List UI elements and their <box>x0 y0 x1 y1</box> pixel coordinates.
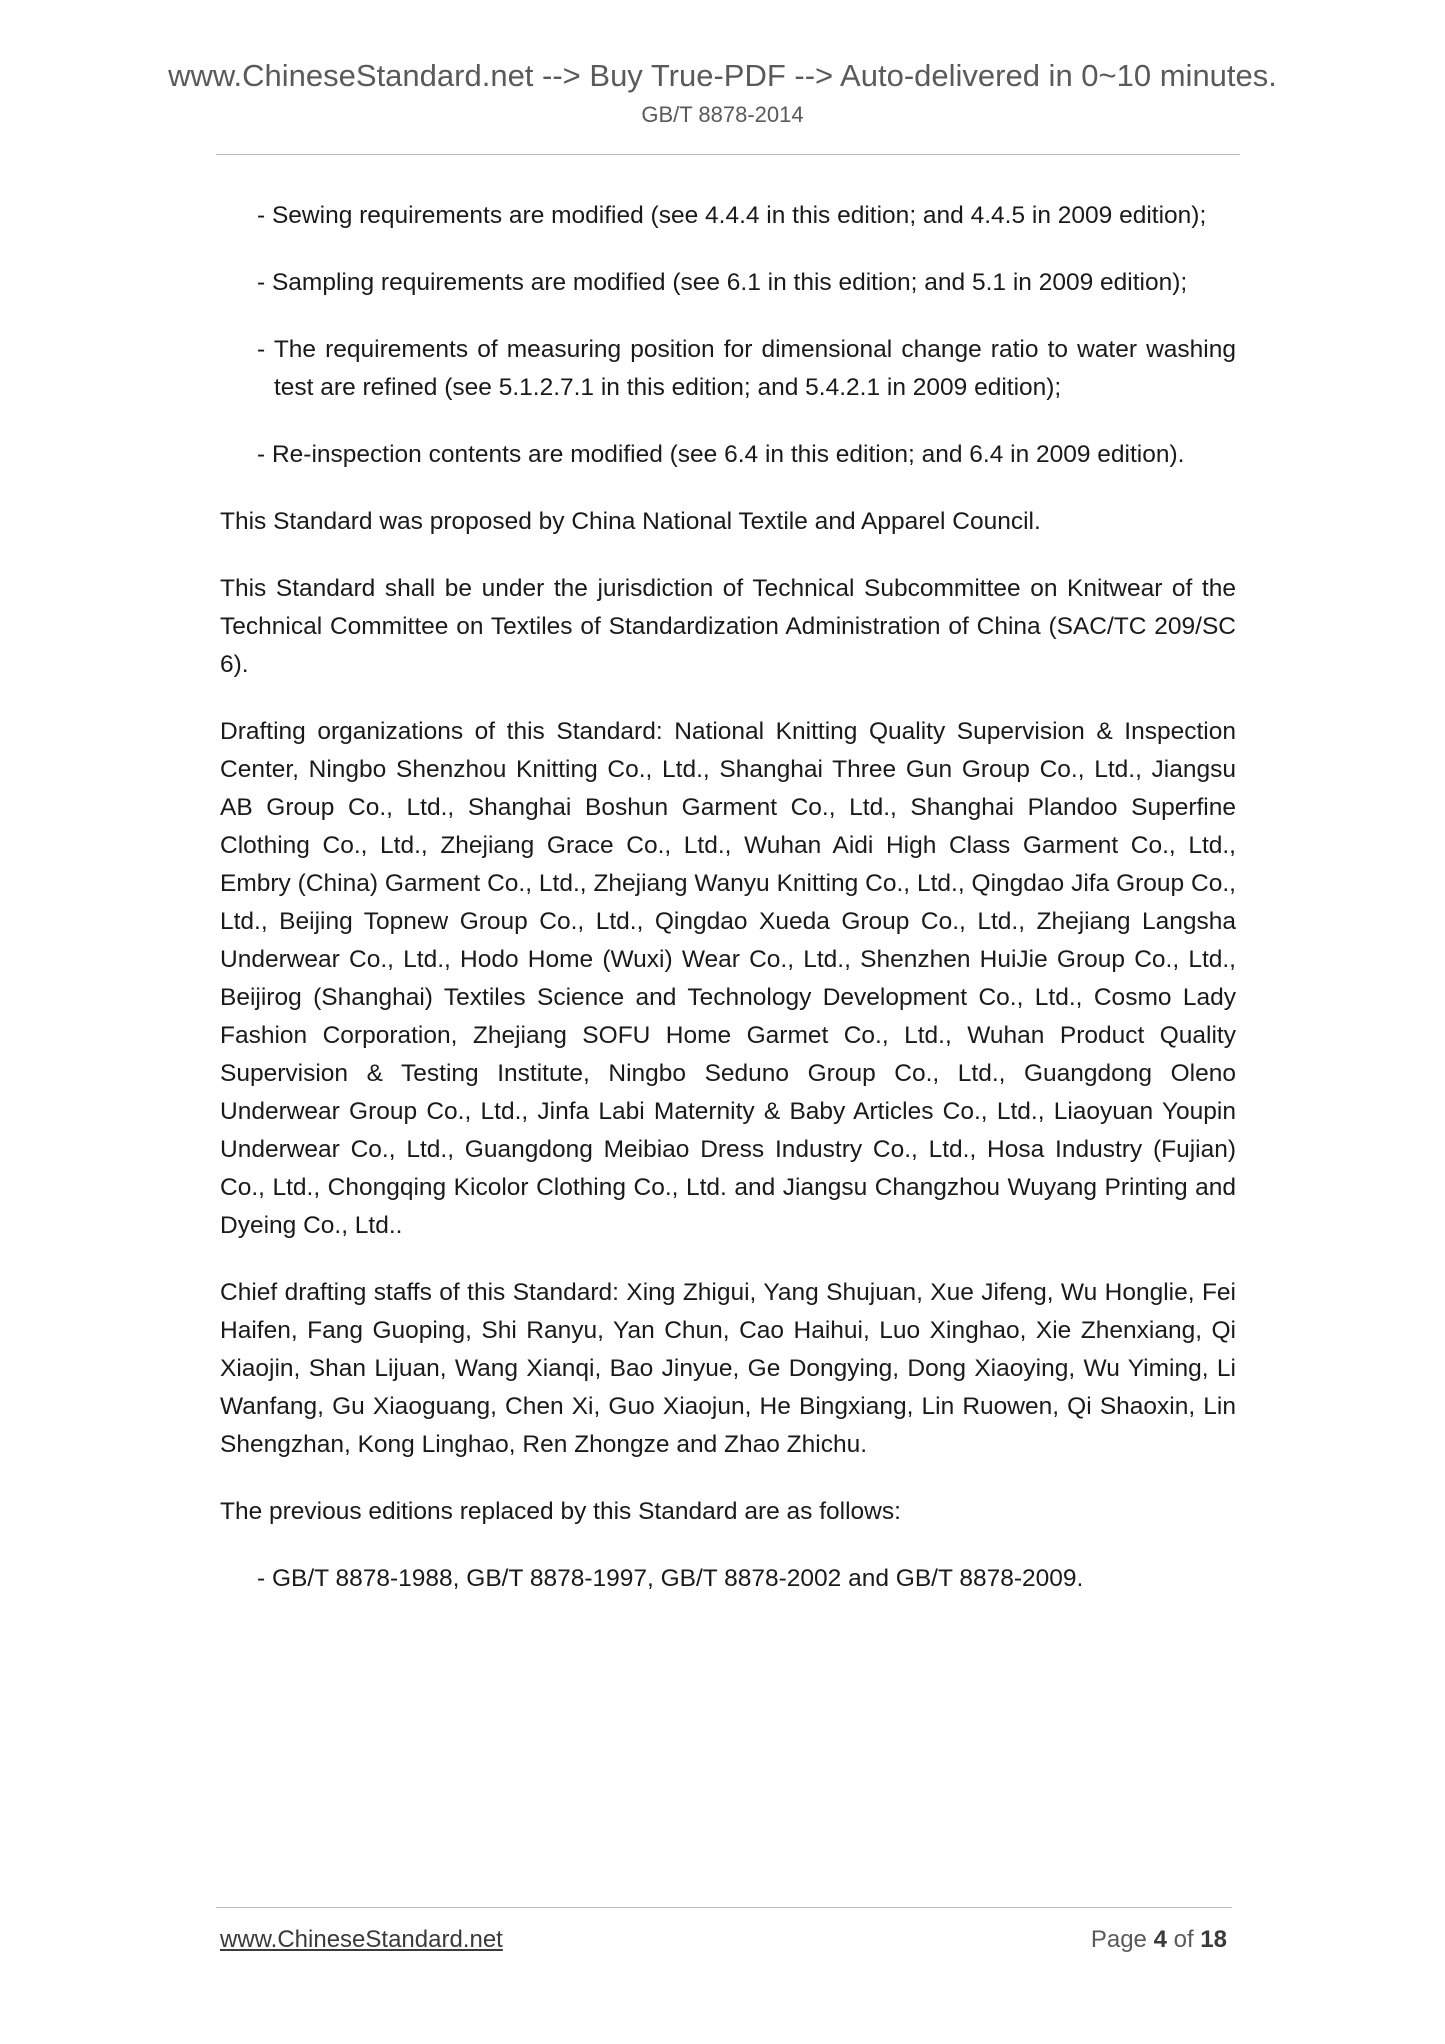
change-item: - The requirements of measuring position for dimensional change ratio to water washing test are refined (see 5.1.2.7.1 in this edition; and 5.4.2.1 in 2009 edition); <box>257 336 1236 401</box>
document-body <box>220 197 1236 1627</box>
proposed-paragraph: This Standard was proposed by China National Textile and Apparel Council. <box>220 508 1041 535</box>
previous-editions-intro: The previous editions replaced by this Standard are as follows: <box>220 1498 901 1525</box>
page-number <box>1091 1926 1227 1954</box>
previous-editions-list: - GB/T 8878-1988, GB/T 8878-1997, GB/T 8878-2002 and GB/T 8878-2009. <box>257 1565 1084 1592</box>
header-banner: www.ChineseStandard.net --> Buy True-PDF --> Auto-delivered in 0~10 minutes. <box>168 58 1277 93</box>
page-of: of <box>1173 1926 1194 1953</box>
page-current: 4 <box>1153 1926 1167 1953</box>
page-total: 18 <box>1200 1926 1227 1953</box>
change-item: - Sampling requirements are modified (see 6.1 in this edition; and 5.1 in 2009 edition); <box>257 269 1188 296</box>
page-header <box>0 56 1445 130</box>
header-divider <box>216 154 1240 155</box>
drafting-organizations-paragraph: Drafting organizations of this Standard: National Knitting Quality Supervision & Inspection Center, Ningbo Shenzhou Knitting Co., Ltd., Shanghai Three Gun Group Co., Ltd., Jiangsu AB Group Co., Ltd., Shanghai Boshun Garment Co., Ltd., Shanghai Plandoo Superfine Clothing Co., Ltd., Zhejiang Grace Co., Ltd., Wuhan Aidi High Class Garment Co., Ltd., Embry (China) Garment Co., Ltd., Zhejiang Wanyu Knitting Co., Ltd., Qingdao Jifa Group Co., Ltd., Beijing Topnew Group Co., Ltd., Qingdao Xueda Group Co., Ltd., Zhejiang Langsha Underwear Co., Ltd., Hodo Home (Wuxi) Wear Co., Ltd., Shenzhen HuiJie Group Co., Ltd., Beijirog (Shanghai) Textiles Science and Technology Development Co., Ltd., Cosmo Lady Fashion Corporation, Zhejiang SOFU Home Garmet Co., Ltd., Wuhan Product Quality Supervision & Testing Institute, Ningbo Seduno Group Co., Ltd., Guangdong Oleno Underwear Group Co., Ltd., Jinfa Labi Maternity & Baby Articles Co., Ltd., Liaoyuan Youpin Underwear Co., Ltd., Guangdong Meibiao Dress Industry Co., Ltd., Hosa Industry (Fujian) Co., Ltd., Chongqing Kicolor Clothing Co., Ltd. and Jiangsu Changzhou Wuyang Printing and Dyeing Co., Ltd.. <box>220 718 1236 1239</box>
footer-divider <box>216 1907 1232 1908</box>
document-code: GB/T 8878-2014 <box>641 102 804 127</box>
change-item: - Sewing requirements are modified (see 4.4.4 in this edition; and 4.4.5 in 2009 edition); <box>257 202 1207 229</box>
page-prefix: Page <box>1090 1926 1147 1953</box>
drafting-staff-paragraph: Chief drafting staffs of this Standard: Xing Zhigui, Yang Shujuan, Xue Jifeng, Wu Honglie, Fei Haifen, Fang Guoping, Shi Ranyu, Yan Chun, Cao Haihui, Luo Xinghao, Xie Zhenxiang, Qi Xiaojin, Shan Lijuan, Wang Xianqi, Bao Jinyue, Ge Dongying, Dong Xiaoying, Wu Yiming, Li Wanfang, Gu Xiaoguang, Chen Xi, Guo Xiaojun, He Bingxiang, Lin Ruowen, Qi Shaoxin, Lin Shengzhan, Kong Linghao, Ren Zhongze and Zhao Zhichu. <box>220 1279 1236 1458</box>
change-item: - Re-inspection contents are modified (see 6.4 in this edition; and 6.4 in 2009 edition). <box>257 441 1185 468</box>
jurisdiction-paragraph: This Standard shall be under the jurisdiction of Technical Subcommittee on Knitwear of the Technical Committee on Textiles of Standardization Administration of China (SAC/TC 209/SC 6). <box>220 575 1236 678</box>
footer-website-link[interactable]: www.ChineseStandard.net <box>220 1926 503 1953</box>
